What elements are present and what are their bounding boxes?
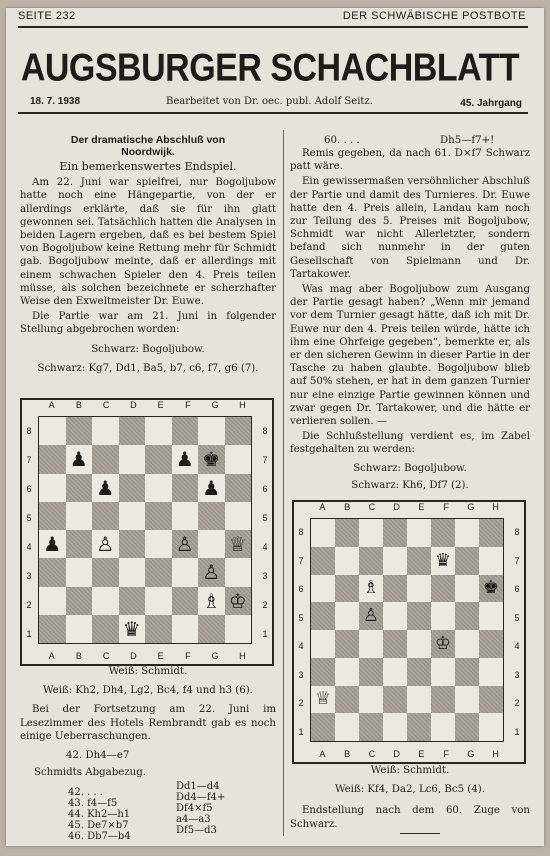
square-c4 (359, 630, 383, 658)
square-g4 (198, 530, 225, 558)
square-b6 (66, 474, 93, 502)
rank-label: 5 (262, 512, 268, 523)
square-h2 (225, 587, 252, 615)
editor-line: Bearbeitet von Dr. oec. publ. Adolf Seitz. (166, 96, 373, 107)
chess-piece: ♟ (43, 532, 62, 557)
rank-label: 1 (298, 726, 304, 737)
square-e6 (145, 474, 172, 502)
square-d6 (383, 575, 407, 603)
square-g2 (198, 587, 225, 615)
square-e7 (145, 445, 172, 473)
square-f2 (431, 686, 455, 714)
square-a3 (311, 658, 335, 686)
square-f4 (172, 530, 199, 558)
article-subtitle: Ein bemerkenswertes Endspiel. (59, 160, 237, 173)
header-rule (18, 26, 528, 28)
square-e7 (407, 547, 431, 575)
square-b8 (335, 519, 359, 547)
file-label: B (75, 400, 82, 410)
column-divider (283, 130, 284, 836)
article-title: Der dramatische Abschluß von Noordwijk. (70, 134, 226, 158)
file-label: B (344, 749, 351, 759)
rank-label: 2 (26, 599, 32, 610)
file-label: A (48, 400, 55, 410)
rank-label: 5 (298, 612, 304, 623)
square-f2 (172, 587, 199, 615)
square-h6 (225, 474, 252, 502)
rank-label: 6 (26, 483, 32, 494)
square-b5 (66, 502, 93, 530)
paragraph: Am 22. Juni war spielfrei, nur Bogoljubow hatte noch eine Hängepartie, von der er allerdings erklärte, daß sie für ihn glatt gewonnen sei. Tatsächlich hatten die Analysen in beiden Lagern ergeben, daß es bei bestem Spiel von Bogoljubow keine Rettung mehr für Schmidt gab. Bogoljubow meinte, daß er allerdings mit einem schwachen Spieler den 4. Preis teilen müsse, als solchen bezeichnete er scherzhafter Weise den Exweltmeister Dr. Euwe. (20, 177, 276, 308)
moves-white: 42. . . . 43. f4—f5 44. Kh2—h1 45. De7×b7 46. Db7—b4 (68, 787, 131, 842)
rank-labels-right (258, 416, 272, 648)
square-b1 (335, 713, 359, 741)
page-number: SEITE 232 (18, 10, 76, 22)
square-d7 (119, 445, 146, 473)
chess-piece: ♙ (96, 532, 115, 557)
square-c2 (92, 587, 119, 615)
square-e1 (407, 713, 431, 741)
square-e6 (407, 575, 431, 603)
file-label: H (239, 651, 246, 661)
paragraph: Bei der Fortsetzung am 22. Juni im Lesezimmer des Hotels Rembrandt gab es noch einige Ueberraschungen. (20, 704, 276, 742)
file-label: C (102, 651, 110, 661)
file-label: B (75, 651, 82, 661)
square-b8 (66, 417, 93, 445)
chess-piece: ♙ (175, 532, 194, 557)
square-e3 (407, 658, 431, 686)
file-label: D (393, 502, 400, 512)
chess-piece: ♕ (228, 532, 247, 557)
rank-label: 4 (26, 541, 32, 552)
rank-label: 6 (514, 584, 520, 595)
rank-label: 1 (262, 628, 268, 639)
file-label: G (467, 502, 475, 512)
rank-label: 4 (514, 641, 520, 652)
final-black-pieces: Schwarz: Kh6, Df7 (2). (351, 479, 469, 491)
square-d5 (119, 502, 146, 530)
rank-label: 2 (514, 698, 520, 709)
square-e1 (145, 615, 172, 643)
square-e4 (145, 530, 172, 558)
file-label: D (393, 749, 400, 759)
square-c6 (92, 474, 119, 502)
square-a7 (39, 445, 66, 473)
rank-label: 2 (262, 599, 268, 610)
square-b2 (335, 686, 359, 714)
chess-diagram-2 (292, 500, 526, 764)
chess-piece: ♚ (202, 447, 221, 472)
chess-piece: ♗ (202, 588, 221, 613)
square-e5 (407, 602, 431, 630)
square-a5 (39, 502, 66, 530)
paragraph: Die Schlußstellung verdient es, im Zabel festgehalten zu werden: (290, 431, 530, 456)
square-a2 (39, 587, 66, 615)
file-label: B (344, 502, 351, 512)
rank-label: 7 (514, 555, 520, 566)
square-b5 (335, 602, 359, 630)
move-42: 42. Dh4—e7 (66, 750, 130, 762)
square-f4 (431, 630, 455, 658)
paragraph: Remis gegeben, da nach 61. D×f7 Schwarz patt wäre. (290, 148, 530, 173)
chess-board (310, 518, 504, 742)
square-d6 (119, 474, 146, 502)
square-a5 (311, 602, 335, 630)
square-g4 (455, 630, 479, 658)
file-label: G (211, 651, 219, 661)
square-f7 (172, 445, 199, 473)
square-a6 (311, 575, 335, 603)
square-d4 (383, 630, 407, 658)
rank-label: 3 (298, 669, 304, 680)
right-column (290, 134, 530, 492)
black-player: Schwarz: Bogoljubow. (91, 343, 205, 355)
square-f7 (431, 547, 455, 575)
rank-label: 1 (514, 726, 520, 737)
left-column (20, 134, 276, 375)
file-label: F (185, 400, 191, 410)
file-label: H (492, 749, 499, 759)
square-c8 (359, 519, 383, 547)
square-g7 (198, 445, 225, 473)
square-b6 (335, 575, 359, 603)
square-g5 (455, 602, 479, 630)
square-h5 (479, 602, 503, 630)
chess-piece: ♟ (96, 475, 115, 500)
square-c3 (359, 658, 383, 686)
square-b1 (66, 615, 93, 643)
square-a8 (39, 417, 66, 445)
masthead-rule (18, 112, 528, 114)
square-g8 (455, 519, 479, 547)
square-b2 (66, 587, 93, 615)
square-b7 (335, 547, 359, 575)
square-d8 (119, 417, 146, 445)
square-b3 (66, 558, 93, 586)
chess-piece: ♚ (482, 577, 500, 599)
final-white-player: Weiß: Schmidt. (370, 765, 450, 776)
rank-label: 5 (26, 512, 32, 523)
square-d3 (119, 558, 146, 586)
square-b4 (66, 530, 93, 558)
square-h7 (225, 445, 252, 473)
square-e4 (407, 630, 431, 658)
moves-black: Dd1—d4 Dd4—f4+ Df4×f5 a4—a3 Df5—d3 (176, 781, 226, 836)
square-a6 (39, 474, 66, 502)
final-white-pieces: Weiß: Kf4, Da2, Lc6, Bc5 (4). (335, 784, 485, 796)
chess-piece: ♔ (228, 588, 247, 613)
file-label: C (102, 400, 110, 410)
file-label: A (319, 749, 326, 759)
square-c2 (359, 686, 383, 714)
square-f5 (172, 502, 199, 530)
chess-piece: ♟ (175, 447, 194, 472)
chess-piece: ♗ (362, 577, 380, 599)
square-g2 (455, 686, 479, 714)
square-g3 (198, 558, 225, 586)
square-g6 (455, 575, 479, 603)
square-g8 (198, 417, 225, 445)
square-a2 (311, 686, 335, 714)
square-a4 (39, 530, 66, 558)
square-c3 (92, 558, 119, 586)
file-label: H (492, 502, 499, 512)
square-c8 (92, 417, 119, 445)
chess-piece: ♟ (69, 447, 88, 472)
file-label: G (211, 400, 219, 410)
rank-label: 7 (262, 454, 268, 465)
final-note: Endstellung nach dem 60. Zuge von Schwarz. (290, 805, 530, 830)
square-f8 (172, 417, 199, 445)
square-f3 (172, 558, 199, 586)
square-f6 (172, 474, 199, 502)
square-e2 (407, 686, 431, 714)
square-g1 (198, 615, 225, 643)
square-h4 (479, 630, 503, 658)
file-labels-bottom (310, 749, 508, 762)
chess-piece: ♕ (314, 688, 332, 710)
final-black-player: Schwarz: Bogoljubow. (353, 462, 467, 474)
chess-piece: ♛ (122, 616, 141, 641)
square-f1 (172, 615, 199, 643)
rank-label: 6 (262, 483, 268, 494)
square-d5 (383, 602, 407, 630)
chess-diagram-1 (20, 398, 274, 666)
square-a4 (311, 630, 335, 658)
square-h2 (479, 686, 503, 714)
sealed-move: Schmidts Abgabezug. (34, 767, 146, 779)
square-g3 (455, 658, 479, 686)
volume: 45. Jahrgang (460, 98, 522, 109)
square-c4 (92, 530, 119, 558)
chess-piece: ♔ (434, 632, 452, 654)
square-f8 (431, 519, 455, 547)
chess-piece: ♙ (362, 605, 380, 627)
rank-label: 7 (298, 555, 304, 566)
square-e8 (407, 519, 431, 547)
file-label: G (467, 749, 475, 759)
square-b3 (335, 658, 359, 686)
rank-label: 2 (298, 698, 304, 709)
square-c7 (359, 547, 383, 575)
white-player: Weiß: Schmidt. (108, 666, 188, 677)
square-d8 (383, 519, 407, 547)
square-h7 (479, 547, 503, 575)
square-a3 (39, 558, 66, 586)
square-a1 (311, 713, 335, 741)
rank-label: 3 (514, 669, 520, 680)
rank-label: 4 (262, 541, 268, 552)
square-a8 (311, 519, 335, 547)
issue-date: 18. 7. 1938 (30, 96, 81, 107)
file-labels-top (310, 502, 508, 515)
paragraph: Ein gewissermaßen versöhnlicher Abschluß der Partie und damit des Turnieres. Dr. Euwe hatte den 4. Preis allein, Landau kam noch zur Teilung des 5. Preises mit Bogoljubow, Schmidt war nicht Allerletzter, sondern befand sich nunmehr in der guten Gesellschaft von Spielmann und Dr. Tartakower. (290, 176, 530, 280)
file-label: E (157, 400, 164, 410)
square-f6 (431, 575, 455, 603)
rank-label: 7 (26, 454, 32, 465)
left-column-lower (20, 665, 276, 779)
square-h8 (225, 417, 252, 445)
rank-label: 8 (26, 425, 32, 436)
newspaper-page (6, 8, 544, 846)
square-d2 (119, 587, 146, 615)
file-label: A (319, 502, 326, 512)
square-d2 (383, 686, 407, 714)
file-label: H (239, 400, 246, 410)
rank-label: 6 (298, 584, 304, 595)
square-b7 (66, 445, 93, 473)
square-c5 (92, 502, 119, 530)
file-label: F (443, 502, 449, 512)
file-label: F (443, 749, 449, 759)
chess-piece: ♛ (434, 549, 452, 571)
rank-label: 8 (262, 425, 268, 436)
square-c6 (359, 575, 383, 603)
rank-label: 3 (262, 570, 268, 581)
square-g1 (455, 713, 479, 741)
square-f5 (431, 602, 455, 630)
chess-piece: ♙ (202, 560, 221, 585)
rank-label: 8 (514, 527, 520, 538)
move-60-line: 60. . . . Dh5—f7+! (324, 135, 495, 146)
square-e8 (145, 417, 172, 445)
square-h1 (479, 713, 503, 741)
chess-board (38, 416, 252, 644)
square-h3 (225, 558, 252, 586)
square-d1 (119, 615, 146, 643)
square-h6 (479, 575, 503, 603)
rank-label: 4 (298, 641, 304, 652)
square-d7 (383, 547, 407, 575)
square-d1 (383, 713, 407, 741)
square-a7 (311, 547, 335, 575)
chess-piece: ♟ (202, 475, 221, 500)
paragraph: Die Partie war am 21. Juni in folgender Stellung abgebrochen worden: (20, 311, 276, 336)
square-g5 (198, 502, 225, 530)
square-f1 (431, 713, 455, 741)
square-c7 (92, 445, 119, 473)
square-d4 (119, 530, 146, 558)
square-e5 (145, 502, 172, 530)
file-label: D (130, 400, 137, 410)
rank-label: 1 (26, 628, 32, 639)
file-label: E (418, 749, 425, 759)
square-h5 (225, 502, 252, 530)
square-b4 (335, 630, 359, 658)
file-label: D (130, 651, 137, 661)
file-labels-top (38, 400, 256, 413)
square-g7 (455, 547, 479, 575)
masthead-title: AUGSBURGER SCHACHBLATT (20, 46, 520, 90)
square-c1 (359, 713, 383, 741)
file-label: F (185, 651, 191, 661)
rank-labels-right (510, 518, 524, 746)
end-rule (400, 833, 440, 834)
paragraph: Was mag aber Bogoljubow zum Ausgang der Partie gesagt haben? „Wenn mir jemand vor dem Turnier gesagt hätte, daß ich mit Dr. Euwe nur den 4. Preis teilen würde, hätte ich ihm eine Ohrfeige gegeben“, bemerkte er, als er den sicheren Gewinn in dieser Partie in der Tasche zu haben glaubte. Bogoljubow blieb auf 50% stehen, er hat in dem ganzen Turnier nur eine einzige Partie gewinnen können und zwar gegen Dr. Tartakower, und die hätte er verlieren sollen. — (290, 284, 530, 428)
square-h8 (479, 519, 503, 547)
square-e2 (145, 587, 172, 615)
square-g6 (198, 474, 225, 502)
file-label: E (418, 502, 425, 512)
newspaper-name: DER SCHWÄBISCHE POSTBOTE (342, 10, 526, 22)
right-column-lower (290, 764, 530, 834)
rank-labels-left (294, 518, 308, 746)
square-f3 (431, 658, 455, 686)
file-label: A (48, 651, 55, 661)
square-e3 (145, 558, 172, 586)
file-label: C (368, 749, 376, 759)
file-label: E (157, 651, 164, 661)
black-pieces: Schwarz: Kg7, Dd1, Ba5, b7, c6, f7, g6 (7). (37, 362, 259, 374)
rank-label: 5 (514, 612, 520, 623)
file-label: C (368, 502, 376, 512)
file-labels-bottom (38, 651, 256, 664)
square-h1 (225, 615, 252, 643)
square-a1 (39, 615, 66, 643)
square-c5 (359, 602, 383, 630)
rank-labels-left (22, 416, 36, 648)
rank-label: 3 (26, 570, 32, 581)
square-h4 (225, 530, 252, 558)
square-h3 (479, 658, 503, 686)
rank-label: 8 (298, 527, 304, 538)
white-pieces: Weiß: Kh2, Dh4, Lg2, Bc4, f4 und h3 (6). (43, 685, 253, 697)
square-d3 (383, 658, 407, 686)
square-c1 (92, 615, 119, 643)
